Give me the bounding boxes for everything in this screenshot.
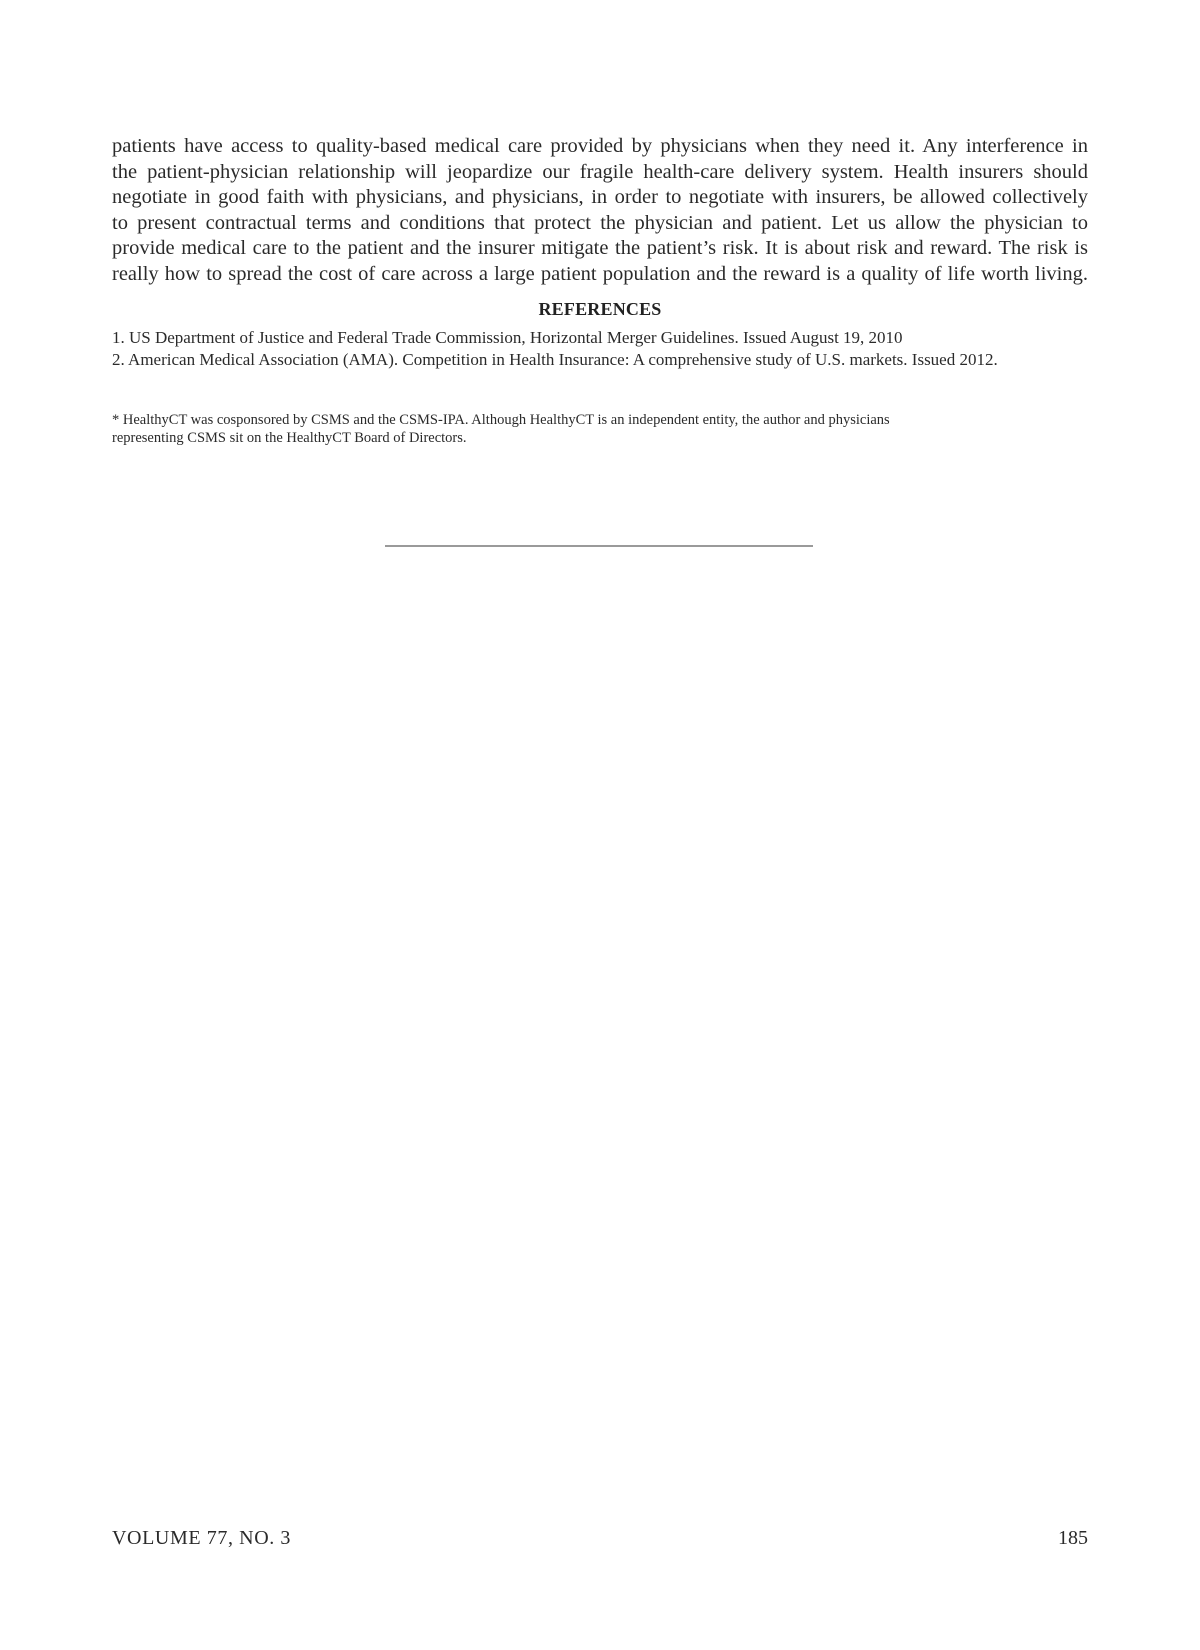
footnote-line: representing CSMS sit on the HealthyCT Board of Directors. (112, 430, 467, 446)
body-paragraph (112, 134, 1088, 288)
body-line: to present contractual terms and conditions that protect the physician and patient. Let us allow the physician to (112, 211, 1088, 234)
reference-item: 1. US Department of Justice and Federal Trade Commission, Horizontal Merger Guidelines. Issued August 19, 2010 (112, 328, 903, 347)
body-line: the patient-physician relationship will jeopardize our fragile health-care delivery system. Health insurers should (112, 160, 1088, 183)
section-divider (385, 545, 813, 547)
references-list (112, 327, 1112, 371)
page-number: 185 (1058, 1527, 1088, 1549)
footnote-line: * HealthyCT was cosponsored by CSMS and the CSMS-IPA. Although HealthyCT is an independent entity, the author and physicians (112, 412, 890, 428)
body-line: patients have access to quality-based medical care provided by physicians when they need it. Any interference in (112, 135, 1088, 157)
body-line: provide medical care to the patient and the insurer mitigate the patient’s risk. It is about risk and reward. The risk is (112, 237, 1088, 260)
references-heading: REFERENCES (538, 299, 662, 319)
footnote (112, 411, 1032, 447)
volume-label: VOLUME 77, NO. 3 (112, 1527, 292, 1549)
body-line: really how to spread the cost of care across a large patient population and the reward is a quality of life worth living. (112, 262, 1088, 285)
body-line: negotiate in good faith with physicians, and physicians, in order to negotiate with insurers, be allowed collectively (112, 186, 1088, 209)
reference-item: 2. American Medical Association (AMA). Competition in Health Insurance: A comprehensive study of U.S. markets. Issued 2012. (112, 350, 998, 369)
